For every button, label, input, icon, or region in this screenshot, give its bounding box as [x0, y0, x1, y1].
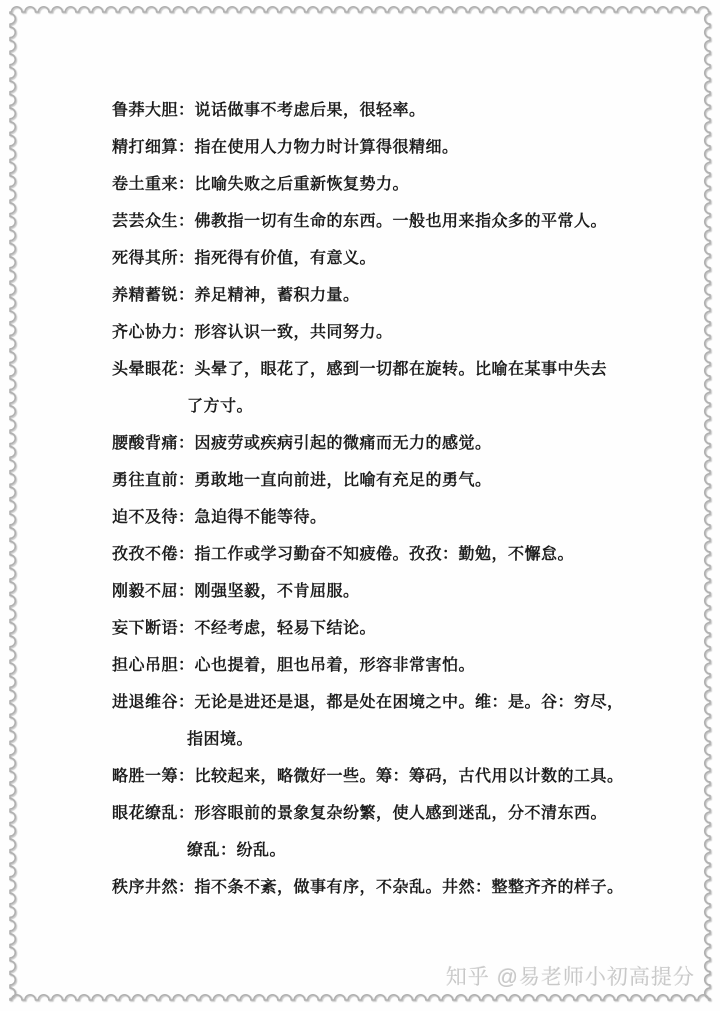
- idiom-entry: [112, 758, 672, 795]
- idiom-line: 迫不及待：急迫得不能等待。: [112, 509, 327, 526]
- idiom-line: 精打细算：指在使用人力物力时计算得很精细。: [112, 139, 459, 156]
- stamp-border-bottom-edge: [10, 995, 710, 1000]
- idiom-entry: [112, 573, 672, 610]
- idiom-entry: [112, 92, 672, 129]
- idiom-entry: [112, 129, 672, 166]
- idiom-line: 刚毅不屈：刚强坚毅，不肯屈服。: [112, 583, 360, 600]
- idiom-line: 头晕眼花：头晕了，眼花了，感到一切都在旋转。比喻在某事中失去: [112, 361, 608, 378]
- idiom-line: 略胜一筹：比较起来，略微好一些。筹：筹码，古代用以计数的工具。: [112, 768, 624, 785]
- watermark: 知乎 @易老师小初高提分: [445, 966, 695, 989]
- idiom-list: [112, 92, 672, 906]
- idiom-entry: [112, 610, 672, 647]
- stamp-border-top-edge: [10, 7, 710, 12]
- idiom-line: 鲁莽大胆：说话做事不考虑后果，很轻率。: [112, 102, 426, 119]
- idiom-entry: [112, 795, 672, 869]
- idiom-entry: [112, 203, 672, 240]
- stamp-border-left-edge: [10, 12, 15, 1000]
- idiom-line: 养精蓄锐：养足精神，蓄积力量。: [112, 287, 360, 304]
- idiom-line: 腰酸背痛：因疲劳或疾病引起的微痛而无力的感觉。: [112, 435, 492, 452]
- idiom-line: 进退维谷：无论是进还是退，都是处在困境之中。维：是。谷：穷尽，: [112, 694, 624, 711]
- idiom-line-continuation: 了方寸。: [187, 398, 254, 415]
- idiom-entry: [112, 240, 672, 277]
- idiom-line: 勇往直前：勇敢地一直向前进，比喻有充足的勇气。: [112, 472, 492, 489]
- idiom-entry: [112, 684, 672, 758]
- idiom-line: 妄下断语：不经考虑，轻易下结论。: [112, 620, 377, 637]
- idiom-line: 担心吊胆：心也提着，胆也吊着，形容非常害怕。: [112, 657, 476, 674]
- idiom-entry: [112, 536, 672, 573]
- idiom-line-continuation: 缭乱：纷乱。: [187, 842, 287, 859]
- idiom-entry: [112, 166, 672, 203]
- idiom-line-continuation: 指困境。: [187, 731, 254, 748]
- idiom-line: 齐心协力：形容认识一致，共同努力。: [112, 324, 393, 341]
- idiom-line: 死得其所：指死得有价值，有意义。: [112, 250, 377, 267]
- idiom-entry: [112, 869, 672, 906]
- idiom-entry: [112, 351, 672, 425]
- idiom-line: 秩序井然：指不条不紊，做事有序，不杂乱。井然：整整齐齐的样子。: [112, 879, 624, 896]
- idiom-entry: [112, 499, 672, 536]
- idiom-line: 卷土重来：比喻失败之后重新恢复势力。: [112, 176, 410, 193]
- idiom-entry: [112, 314, 672, 351]
- idiom-entry: [112, 647, 672, 684]
- idiom-line: 孜孜不倦：指工作或学习勤奋不知疲倦。孜孜：勤勉，不懈怠。: [112, 546, 575, 563]
- idiom-entry: [112, 425, 672, 462]
- idiom-line: 眼花缭乱：形容眼前的景象复杂纷繁，使人感到迷乱，分不清东西。: [112, 805, 608, 822]
- idiom-line: 芸芸众生：佛教指一切有生命的东西。一般也用来指众多的平常人。: [112, 213, 608, 230]
- idiom-entry: [112, 462, 672, 499]
- stamp-border-right-edge: [705, 12, 710, 1000]
- idiom-entry: [112, 277, 672, 314]
